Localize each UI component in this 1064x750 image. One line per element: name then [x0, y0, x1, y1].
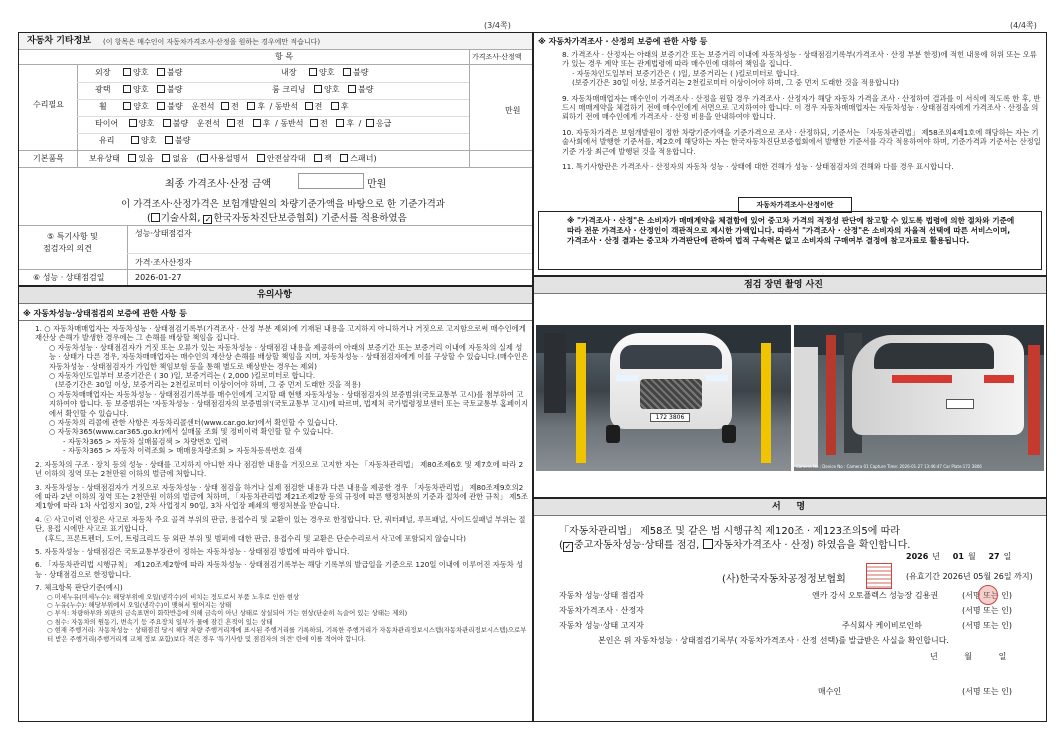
row-exterior: 외장 양호 불량	[95, 68, 183, 77]
col-price-header: 가격조사·산정액	[472, 53, 522, 61]
row-tire: 타이어 양호 불량 운전석 전 후 / 동반석 전 후 / 응급	[95, 119, 392, 128]
notice-panel	[18, 286, 533, 722]
section-note: (이 항목은 매수인이 자동차가격조사·산정을 원하는 경우에만 적습니다)	[103, 38, 321, 46]
signature-panel	[533, 498, 1047, 722]
row-basic-items: 보유상태 있음 없음 ( 사용설명서 안전삼각대 잭 스패너)	[89, 154, 377, 163]
inspection-date-value: 2026-01-27	[135, 273, 182, 282]
inspector-label: 성능·상태점검자	[135, 229, 192, 238]
performance-check-checkbox[interactable]: ✓	[564, 542, 572, 551]
price-info-box	[538, 211, 1042, 270]
notice-item: (보증기간은 30일 이상, 보증거리는 2천킬로미터 이상이어야 하며, 그 중 먼저 도래한 것을 적용)	[55, 380, 361, 390]
signature-law-line: 「자동차관리법」 제58조 및 같은 법 시행규칙 제120조 · 제123조의5에 따라	[559, 526, 900, 537]
validity-period: (유효기간 2026년 05월 26일 까지)	[906, 572, 1033, 581]
triangle-checkbox[interactable]	[257, 154, 265, 162]
tire-passenger-front-checkbox[interactable]	[310, 119, 318, 127]
signer-sign: (서명 또는 인)	[962, 606, 1012, 615]
standard-line-2: ( 기술사회, ✓ 한국자동차진단보증협회) 기준서를 적용하였음	[147, 213, 407, 224]
row-room-cleaning: 룸 크리닝 양호 불량	[272, 85, 374, 94]
photo-caption: Camera No : Device No : Camera 01 Capture Time: 2026-01-27 13:46:47 Car Plate:172 3806	[796, 464, 982, 469]
standard-line-1: 이 가격조사·산정가격은 보험개발원의 차량기준가액을 바탕으로 한 기준가격과	[121, 199, 445, 210]
buyer-sign: (서명 또는 인)	[962, 687, 1012, 696]
signature-date: 2026 년 01 월 27 일	[906, 552, 1012, 561]
etc-info-panel	[18, 32, 533, 286]
glass-bad-checkbox[interactable]	[165, 136, 173, 144]
org-seal-icon	[866, 563, 892, 589]
wheel-driver-front-checkbox[interactable]	[221, 102, 229, 110]
page-number-right: (4/4쪽)	[1010, 21, 1037, 30]
signer-name: 주식회사 케이비로인하	[842, 621, 922, 630]
signer-label: 자동차 성능·상태 점검자	[559, 591, 644, 600]
signature-header: 서 명	[772, 502, 806, 512]
price-unit: 만원	[505, 106, 521, 115]
wheel-passenger-rear-checkbox[interactable]	[331, 102, 339, 110]
photos-panel	[533, 276, 1047, 498]
interior-bad-checkbox[interactable]	[343, 68, 351, 76]
row-interior: 내장 양호 불량	[281, 68, 369, 77]
notice-item: 7. 체크항목 판단기준(예시)	[35, 583, 123, 593]
notice-item: ○ 누유(누수): 해당부위에서 오일(냉각수)이 맺혀서 떨어지는 상태	[47, 600, 232, 609]
final-price-unit: 만원	[367, 179, 387, 190]
notice-item: 2. 자동차의 구조 · 장치 등의 성능 · 상태를 고지하지 아니한 자나 점검한 내용을 거짓으로 고지한 자는 「자동차관리법」 제80조제6호 및 제7호에 따라 2년 이하의 징역 또는 2천만원 이하의 벌금에 처합니다.	[35, 459, 524, 479]
gloss-bad-checkbox[interactable]	[157, 85, 165, 93]
row-wheel: 휠 양호 불량 운전석 전 후 / 동반석 전 후	[99, 102, 349, 111]
exterior-good-checkbox[interactable]	[123, 68, 131, 76]
inspection-date-label: ⑥ 성능 · 상태점검일	[33, 273, 105, 282]
row-glass: 유리 양호 불량	[99, 136, 191, 145]
notice-item: 6. 「자동차관리법 시행규칙」 제120조제2항에 따라 자동차성능 · 상태점검기록부는 해당 기록부의 발급일을 기준으로 120일 이내에 이루어진 자동차 성능 · 상태점검으로 한정합니다.	[35, 560, 524, 579]
issuing-org: (사)한국자동차공정정보협회	[722, 574, 846, 585]
notice-item: ○ 침수: 자동차의 원동기, 변속기 등 주요장치 일부가 물에 잠긴 흔적이 있는 상태	[47, 617, 273, 626]
signer-sign: (서명 또는 인)	[962, 621, 1012, 630]
inspection-photo-front	[536, 325, 791, 471]
final-price-label: 최종 가격조사·산정 금액	[165, 179, 272, 190]
photos-header: 점검 장면 촬영 사진	[744, 280, 823, 290]
tire-driver-front-checkbox[interactable]	[227, 119, 235, 127]
appraiser-label: 가격·조사산정자	[135, 258, 192, 267]
buyer-date: 년 월 일	[930, 652, 1007, 661]
signer-sign: (서명 또는 인)	[962, 591, 1012, 600]
notice-item: - 자동차365 > 자동차 실매물검색 > 차량번호 입력	[63, 436, 228, 446]
price-info-box-text: ※ "가격조사 · 산정"은 소비자가 매매계약을 체결함에 있어 중고차 가격의 적정성 판단에 참고할 수 있도록 법령에 의한 절차와 기준에 따라 전문 가격조사 · 산정인이 객관적으로 제시한 가액입니다. 따라서 "가격조사 · 산정"은 소비자의 자율적 선택에 따른 서비스이며, 가격조사 · 산정 결과는 중고차 가격판단에 관하여 법적 구속력은 없고 소비자의 구매여부 결정에 참고자료로 활용됩니다.	[567, 216, 1015, 245]
notice-item: 5. 자동차성능 · 상태점검은 국토교통부장관이 정하는 자동차성능 · 상태점검 방법에 따라야 합니다.	[35, 546, 350, 556]
buyer-label: 매수인	[818, 687, 842, 696]
kada-checkbox[interactable]: ✓	[204, 215, 212, 224]
signer-name: 엔카 강서 오토플렉스 성능장 김용권	[812, 591, 939, 600]
gloss-good-checkbox[interactable]	[123, 85, 131, 93]
price-guarantee-panel	[533, 32, 1047, 276]
tire-passenger-rear-checkbox[interactable]	[336, 119, 344, 127]
basic-items-label: 기본품목	[33, 154, 64, 163]
signer-label: 자동차 성능·상태 고지자	[559, 621, 644, 630]
wheel-driver-rear-checkbox[interactable]	[247, 102, 255, 110]
basic-no-checkbox[interactable]	[162, 154, 170, 162]
notice-item: 4. ⓒ 사고이력 인정은 사고로 자동차 주요 골격 부위의 판금, 용접수리 및 교환이 있는 경우로 한정합니다. 단, 쿼터패널, 루프패널, 사이드실패널 부위는 절단, 용접 시에만 사고로 표기합니다.	[35, 514, 526, 534]
notice-item: 1. ○ 자동차매매업자는 자동차성능 · 상태점검기록부(가격조사 · 산정 부분 제외)에 기재된 내용을 고지하지 아니하거나 거짓으로 고지함으로써 매수인에게 재산상 손해가 발생한 경우에는 그 손해를 배상할 책임을 집니다.	[35, 324, 526, 343]
row-gloss: 광택 양호 불량	[95, 85, 183, 94]
special-notes-label-1: ⑤ 특기사항 및	[47, 232, 98, 241]
notice-item: ○ 자동차인도일부터 보증기간은 ( 30 )일, 보증거리는 ( 2,000 )킬로미터로 합니다.	[49, 371, 316, 381]
buyer-confirm-text: 본인은 위 자동차성능 · 상태점검기록부( 자동차가격조사 · 산정 선택)를 발급받은 사실을 확인합니다.	[598, 636, 949, 645]
wheel-passenger-front-checkbox[interactable]	[305, 102, 313, 110]
cleaning-bad-checkbox[interactable]	[348, 85, 356, 93]
notice-item: ○ 부식: 차량하부와 외판의 금속표면이 화학반응에 의해 금속이 아닌 상태로 상실되어 가는 현상(단순히 녹슬어 있는 상태는 제외)	[47, 609, 408, 618]
price-item: · 자동차인도일부터 보증기간은 ( )일, 보증거리는 ( )킬로미터로 합니다.	[572, 68, 800, 78]
front-plate: 172 3806	[650, 413, 690, 422]
exterior-bad-checkbox[interactable]	[157, 68, 165, 76]
jack-checkbox[interactable]	[314, 154, 322, 162]
tire-bad-checkbox[interactable]	[163, 119, 171, 127]
price-item: 8. 가격조사 · 산정자는 아래의 보증기간 또는 보증거리 이내에 자동차성능 · 상태점검기록부(가격조사 · 산정 부분 한정)에 적힌 내용에 허위 또는 오류가 있는 경우 계약 또는 관계법령에 따라 매수인에 대하여 책임을 집니다.	[562, 50, 1037, 69]
final-price-input[interactable]	[298, 173, 364, 189]
notice-item: ○ 자동차365(www.car365.go.kr)에서 실매물 조회 및 정비이력 확인할 할 수 있습니다.	[49, 427, 334, 437]
inspection-photo-rear	[794, 325, 1044, 471]
price-guarantee-header: ※ 자동차가격조사 · 산정의 보증에 관한 사항 등	[538, 37, 708, 46]
notice-item: ○ 자동차의 리콜에 관한 사항은 자동차리콜센터(www.car.go.kr)에서 확인할 수 있습니다.	[49, 418, 338, 428]
manual-checkbox[interactable]	[200, 154, 208, 162]
glass-good-checkbox[interactable]	[131, 136, 139, 144]
basic-yes-checkbox[interactable]	[128, 154, 136, 162]
page-number-left: (3/4쪽)	[484, 21, 511, 30]
repair-needed-label: 수리필요	[33, 100, 64, 109]
inspector-stamp-icon	[978, 585, 998, 605]
notice-item: ○ 자동차매매업자는 자동차성능 · 상태점검기록부를 매수인에게 고지할 때 현행 자동차성능 · 상태점검자의 보증범위(국토교통부 고시)를 첨부하여 고지하여야 합니다. 동 보증범위는 '자동차성능 · 상태점검자의 보증범위'(국토교통부 고시)에 따르며, 법제처 국가법령정보센터 또는 국토교통부 홈페이지에서 확인할 수 있습니다.	[49, 389, 529, 418]
tech-society-checkbox[interactable]	[151, 213, 160, 222]
notice-item: (후드, 프론트펜더, 도어, 트렁크리드 등 외판 부위 및 범퍼에 대한 판금, 용접수리 및 교환은 단순수리로서 사고에 포함되지 않습니다)	[45, 533, 466, 543]
notice-header: 유의사항	[257, 290, 292, 300]
tire-driver-rear-checkbox[interactable]	[253, 119, 261, 127]
price-item: 9. 자동차매매업자는 매수인이 가격조사 · 산정을 원할 경우 가격조사 · 산정자가 해당 자동차 가격을 조사 · 산정하여 결과를 이 서식에 적도록 한 후, 반드시 매매계약을 체결하기 전에 매수인에게 서면으로 고지하여야 합니다. 이 경우 자동차매매업자는 자동차성능 · 상태점검자에게 가격조사 · 산정을 의뢰하기 전에 매수인에게 가격조사 · 산정 비용을 안내하여야 합니다.	[562, 93, 1041, 122]
interior-good-checkbox[interactable]	[309, 68, 317, 76]
tire-good-checkbox[interactable]	[129, 119, 137, 127]
col-item-header: 항 목	[275, 52, 293, 61]
price-info-box-title: 자동차가격조사·산정이란	[756, 201, 834, 209]
notice-item: ○ 현재 주행거리: 자동차성능 · 상태점검 당시 해당 차량 주행거리계에 표시된 주행거리를 기록하되, 기록한 주행거리가 자동차관리정보시스템(자동차관리정보시스템)으로부터 받은 주행거리(주행거리계 교체 정보 포함)보다 적은 경우 '특기사항 및 점검자의 의견' 란에 이를 적어야 합니다.	[47, 626, 527, 643]
tire-emergency-checkbox[interactable]	[366, 119, 374, 127]
price-guarantee-list	[562, 50, 1042, 171]
wheel-good-checkbox[interactable]	[123, 102, 131, 110]
notice-list	[35, 324, 529, 643]
notice-item: ○ 미세누유(미세누수): 해당부위에 오일(냉각수)이 비치는 정도로서 부품 노후로 인한 현상	[47, 592, 300, 601]
notice-item: 3. 자동차성능 · 상태점검자가 거짓으로 자동차성능 · 상태 점검을 하거나 실제 점검한 내용과 다른 내용을 제공한 경우 「자동차관리법」 제80조제9호의2에 따라 2년 이하의 징역 또는 2천만원 이하의 벌금에 처하며, 「자동차관리법 제21조제2항 등의 규정에 따른 행정처분의 기준과 절차에 관한 규칙」 제5조제1항에 따라 1차 사업정지 30일, 2차 사업정지 90일, 3차 사업장 폐쇄의 행정처분을 받습니다.	[35, 482, 528, 511]
special-notes-label-2: 점검자의 의견	[43, 244, 92, 253]
section-title: 자동차 기타정보	[27, 36, 91, 46]
notice-subtitle: ※ 자동차성능·상태점검의 보증에 관한 사항 등	[23, 309, 187, 318]
notice-item: ○ 자동차성능 · 상태점검자가 거짓 또는 오류가 있는 자동차성능 · 상태점검 내용을 제공하여 아래의 보증기간 또는 보증거리 이내에 자동차의 실제 성능 · 상태가 다른 경우, 자동차매매업자는 매수인의 재산상 손해를 배상할 책임을 지며, 자동차성능 · 상태점검자에게 이를 구상할 수 있습니다.(매수인은 자동차성능 · 상태점검자가 가입한 책임보험 등을 통해 별도로 배상받는 경우는 제외)	[49, 342, 529, 371]
price-item: 10. 자동차가격은 보험개발원이 정한 차량기준가액을 기준가격으로 조사 · 산정하되, 기준서는 「자동차관리법」 제58조의4제1호에 해당하는 자는 기술사회에서 발행한 기준서를, 제2호에 해당하는 자는 한국자동차진단보증협회에서 발행한 기준서를 각각 적용하여야 하며, 기준가격과 기준서는 산정일 기준 가장 최근에 발행된 것을 적용합니다.	[562, 127, 1041, 156]
price-appraisal-checkbox[interactable]	[703, 539, 713, 549]
cleaning-good-checkbox[interactable]	[314, 85, 322, 93]
spanner-checkbox[interactable]	[340, 154, 348, 162]
price-item: 11. 특기사항란은 가격조사 · 산정자의 자동차 성능 · 상태에 대한 견해가 성능 · 상태점검자의 견해와 다를 경우 표시합니다.	[562, 162, 954, 172]
price-item: (보증기간은 30일 이상, 보증거리는 2천킬로미터 이상이어야 하며, 그 중 먼저 도래한 것을 적용합니다)	[572, 78, 899, 88]
signature-confirm-line: ( ✓ 중고자동차성능·상태를 점검, 자동차가격조사 · 산정) 하였음을 확인합니다.	[559, 540, 911, 551]
notice-item: - 자동차365 > 자동차 이력조회 > 매매용차량조회 > 자동차등록번호 검색	[63, 446, 303, 456]
signer-label: 자동차가격조사 · 산정자	[559, 606, 644, 615]
wheel-bad-checkbox[interactable]	[157, 102, 165, 110]
